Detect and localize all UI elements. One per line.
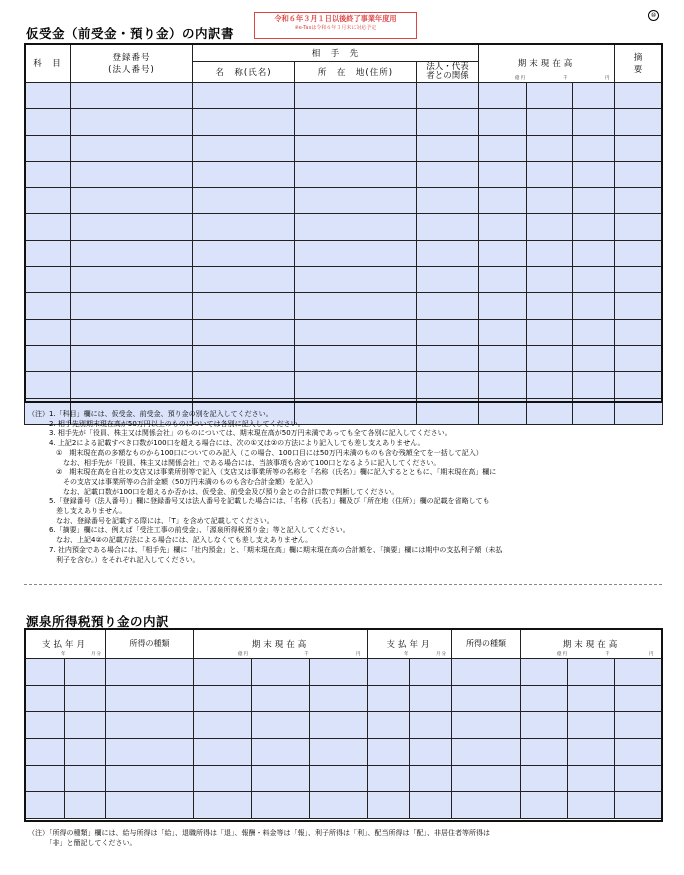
balance-en-cell[interactable] <box>615 685 663 712</box>
note-line: なお、相手先が「役員、株主又は関係会社」である場合には、当該事項も含めて100口となるように記入してください。 <box>28 458 441 467</box>
notes-section-1 <box>28 410 502 565</box>
t2-header-balance-right <box>521 629 663 659</box>
table-row <box>25 293 663 319</box>
name-cell[interactable] <box>193 83 295 109</box>
address-cell[interactable] <box>295 293 417 319</box>
balance-en-cell[interactable] <box>573 109 615 135</box>
t2-unit-sen-right: 千 <box>605 652 611 657</box>
month-cell[interactable] <box>410 765 452 792</box>
balance-en-cell[interactable] <box>310 792 368 819</box>
balance-sen-cell[interactable] <box>527 109 573 135</box>
regno-cell[interactable] <box>71 161 193 187</box>
table-row <box>25 345 663 371</box>
month-cell[interactable] <box>410 739 452 766</box>
header-remarks-line2: 要 <box>633 65 644 75</box>
header-partner-label: 相 手 先 <box>311 48 360 59</box>
balance-sen-cell[interactable] <box>527 135 573 161</box>
remarks-cell[interactable] <box>615 161 663 187</box>
table-row <box>25 372 663 398</box>
address-cell[interactable] <box>295 240 417 266</box>
balance-en-cell[interactable] <box>615 659 663 686</box>
year-cell[interactable] <box>368 792 410 819</box>
balance-en-cell[interactable] <box>573 345 615 371</box>
year-cell[interactable] <box>25 792 65 819</box>
balance-oku-cell[interactable] <box>479 109 527 135</box>
balance-oku-cell[interactable] <box>194 659 252 686</box>
balance-oku-cell[interactable] <box>479 161 527 187</box>
year-cell[interactable] <box>368 712 410 739</box>
note-line: ① 期末現在高の多額なものから100口についてのみ記入（この場合、100口目には50万円未満のものも含む残額全てを一括して記入） <box>28 448 483 457</box>
month-cell[interactable] <box>65 712 106 739</box>
relation-cell[interactable] <box>417 372 479 398</box>
regno-cell[interactable] <box>71 109 193 135</box>
withholding-tax-table <box>24 628 663 819</box>
section-divider <box>24 584 662 585</box>
t2-header-income-type-left <box>106 629 194 659</box>
table-row <box>25 659 663 686</box>
header-kamoku <box>25 44 71 83</box>
table-row <box>25 214 663 240</box>
balance-en-cell[interactable] <box>310 685 368 712</box>
t2-income-type-label-right: 所得の種類 <box>466 639 507 648</box>
t2-pay-ym-label-right: 支払年月 <box>386 639 433 650</box>
relation-cell[interactable] <box>417 214 479 240</box>
relation-cell[interactable] <box>417 109 479 135</box>
name-cell[interactable] <box>193 135 295 161</box>
relation-cell[interactable] <box>417 188 479 214</box>
income-type-cell[interactable] <box>106 739 194 766</box>
relation-cell[interactable] <box>417 161 479 187</box>
regno-cell[interactable] <box>71 319 193 345</box>
balance-oku-cell[interactable] <box>521 685 568 712</box>
t2-income-type-label-left: 所得の種類 <box>129 639 170 648</box>
year-cell[interactable] <box>368 685 410 712</box>
balance-sen-cell[interactable] <box>527 188 573 214</box>
balance-sen-cell[interactable] <box>527 398 573 424</box>
address-cell[interactable] <box>295 83 417 109</box>
header-balance <box>479 44 615 83</box>
header-remarks-line1: 摘 <box>633 53 644 63</box>
regno-cell[interactable] <box>71 83 193 109</box>
balance-en-cell[interactable] <box>573 319 615 345</box>
balance-sen-cell[interactable] <box>527 161 573 187</box>
table-row <box>25 188 663 214</box>
header-name <box>193 62 295 83</box>
kamoku-cell[interactable] <box>25 83 71 109</box>
balance-sen-cell[interactable] <box>527 293 573 319</box>
remarks-cell[interactable] <box>615 240 663 266</box>
balance-en-cell[interactable] <box>573 293 615 319</box>
table-row <box>25 267 663 293</box>
temporary-receipts-table <box>24 43 663 425</box>
note-line: 3. 相手先が「役員、株主又は関係会社」のものについては、期末現在高が50万円未満であっても全て各別に記入してください。 <box>28 429 452 438</box>
balance-en-cell[interactable] <box>573 188 615 214</box>
remarks-cell[interactable] <box>615 188 663 214</box>
header-address <box>295 62 417 83</box>
name-cell[interactable] <box>193 319 295 345</box>
table-row <box>25 712 663 739</box>
note-line: 4. 上記2による記載すべき口数が100口を超える場合には、次の①又は②の方法により記入しても差し支えありません。 <box>28 439 425 448</box>
regno-cell[interactable] <box>71 135 193 161</box>
income-type-cell[interactable] <box>452 739 521 766</box>
table-row <box>25 319 663 345</box>
note-line: その支店又は事業所等の合計金額（50万円未満のものも含む合計金額）を記入） <box>28 477 317 486</box>
remarks-cell[interactable] <box>615 319 663 345</box>
balance-sen-cell[interactable] <box>568 765 615 792</box>
name-cell[interactable] <box>193 214 295 240</box>
regno-cell[interactable] <box>71 345 193 371</box>
table-row <box>25 109 663 135</box>
table-row <box>25 739 663 766</box>
income-type-cell[interactable] <box>452 659 521 686</box>
regno-cell[interactable] <box>71 214 193 240</box>
balance-sen-cell[interactable] <box>568 659 615 686</box>
t2-header-pay-ym-right <box>368 629 452 659</box>
balance-en-cell[interactable] <box>573 214 615 240</box>
header-partner <box>193 44 479 62</box>
balance-oku-cell[interactable] <box>479 83 527 109</box>
balance-sen-cell[interactable] <box>527 372 573 398</box>
table-row <box>25 685 663 712</box>
stamp-line2: ※e-Taxは令和６年３月末に対応予定 <box>294 25 377 31</box>
header-relation <box>417 62 479 83</box>
t2-unit-sen-left: 千 <box>304 652 310 657</box>
year-cell[interactable] <box>368 739 410 766</box>
address-cell[interactable] <box>295 345 417 371</box>
note-line: （注）「所得の種類」欄には、給与所得は「給」、退職所得は「退」、報酬・料金等は「報」、利子所得は「利」、配当所得は「配」、非居住者等所得は <box>28 829 490 837</box>
income-type-cell[interactable] <box>106 765 194 792</box>
income-type-cell[interactable] <box>452 765 521 792</box>
income-type-cell[interactable] <box>106 712 194 739</box>
balance-en-cell[interactable] <box>615 792 663 819</box>
income-type-cell[interactable] <box>106 685 194 712</box>
month-cell[interactable] <box>65 659 106 686</box>
balance-oku-cell[interactable] <box>521 712 568 739</box>
balance-sen-cell[interactable] <box>252 685 310 712</box>
relation-cell[interactable] <box>417 135 479 161</box>
balance-oku-cell[interactable] <box>194 685 252 712</box>
relation-cell[interactable] <box>417 345 479 371</box>
month-cell[interactable] <box>65 685 106 712</box>
month-cell[interactable] <box>410 712 452 739</box>
kamoku-cell[interactable] <box>25 109 71 135</box>
kamoku-cell[interactable] <box>25 267 71 293</box>
name-cell[interactable] <box>193 109 295 135</box>
note-line: 利子を含む。）をそれぞれ記入してください。 <box>28 555 200 564</box>
remarks-cell[interactable] <box>615 109 663 135</box>
month-cell[interactable] <box>410 659 452 686</box>
remarks-cell[interactable] <box>615 372 663 398</box>
remarks-cell[interactable] <box>615 345 663 371</box>
header-remarks <box>615 44 663 83</box>
t2-header-balance-left <box>194 629 368 659</box>
header-name-label: 名 称(氏名) <box>215 68 272 78</box>
balance-oku-cell[interactable] <box>194 792 252 819</box>
t2-pay-ym-label-left: 支払年月 <box>42 639 89 650</box>
balance-en-cell[interactable] <box>310 712 368 739</box>
page-title: 仮受金（前受金・預り金）の内訳書 <box>26 26 235 41</box>
address-cell[interactable] <box>295 135 417 161</box>
balance-en-cell[interactable] <box>310 739 368 766</box>
name-cell[interactable] <box>193 240 295 266</box>
remarks-cell[interactable] <box>615 214 663 240</box>
year-cell[interactable] <box>25 712 65 739</box>
note-line: （注）1.「科目」欄には、仮受金、前受金、預り金の別を記入してください。 <box>28 410 273 418</box>
balance-sen-cell[interactable] <box>527 345 573 371</box>
address-cell[interactable] <box>295 161 417 187</box>
year-cell[interactable] <box>25 739 65 766</box>
unit-en: 円 <box>605 76 611 81</box>
t2-balance-label-left: 期末現在高 <box>251 639 310 650</box>
name-cell[interactable] <box>193 372 295 398</box>
header-relation-line2: 者との関係 <box>426 71 469 81</box>
balance-sen-cell[interactable] <box>527 214 573 240</box>
table-row <box>25 161 663 187</box>
kamoku-cell[interactable] <box>25 240 71 266</box>
kamoku-cell[interactable] <box>25 372 71 398</box>
header-address-label: 所 在 地(住所) <box>317 68 394 78</box>
regno-cell[interactable] <box>71 372 193 398</box>
balance-en-cell[interactable] <box>573 267 615 293</box>
regno-cell[interactable] <box>71 240 193 266</box>
balance-oku-cell[interactable] <box>479 135 527 161</box>
t2-unit-en-right: 円 <box>649 652 655 657</box>
address-cell[interactable] <box>295 109 417 135</box>
balance-en-cell[interactable] <box>573 398 615 424</box>
withholding-tax-title: 源泉所得税預り金の内訳 <box>26 614 170 629</box>
year-cell[interactable] <box>25 765 65 792</box>
kamoku-cell[interactable] <box>25 319 71 345</box>
balance-sen-cell[interactable] <box>527 267 573 293</box>
balance-oku-cell[interactable] <box>521 765 568 792</box>
header-regno-line1: 登録番号 <box>112 53 151 63</box>
month-cell[interactable] <box>410 792 452 819</box>
header-regno-line2: (法人番号) <box>108 65 155 75</box>
balance-oku-cell[interactable] <box>194 739 252 766</box>
note-line: なお、記載口数が100口を超えるか否かは、仮受金、前受金及び預り金との合計口数で判断してください。 <box>28 487 399 496</box>
note-line: 7. 社内預金である場合には、「相手先」欄に「社内預金」と、「期末現在高」欄に期末現在高の合計額を、「摘要」欄には期中の支払利子額（未払 <box>28 545 503 554</box>
balance-en-cell[interactable] <box>310 765 368 792</box>
address-cell[interactable] <box>295 188 417 214</box>
balance-en-cell[interactable] <box>573 240 615 266</box>
kamoku-cell[interactable] <box>25 161 71 187</box>
balance-en-cell[interactable] <box>573 161 615 187</box>
unit-oku: 億円 <box>515 76 526 81</box>
remarks-cell[interactable] <box>615 267 663 293</box>
t2-unit-month-left: 月分 <box>91 652 102 657</box>
relation-cell[interactable] <box>417 267 479 293</box>
t2-unit-oku-right: 億円 <box>557 652 569 657</box>
address-cell[interactable] <box>295 214 417 240</box>
balance-oku-cell[interactable] <box>521 792 568 819</box>
income-type-cell[interactable] <box>452 712 521 739</box>
name-cell[interactable] <box>193 345 295 371</box>
t2-unit-month-right: 月分 <box>436 652 448 657</box>
income-type-cell[interactable] <box>452 685 521 712</box>
header-kamoku-label: 科 目 <box>33 59 62 69</box>
balance-en-cell[interactable] <box>615 765 663 792</box>
note-line: ② 期末現在高を自社の支店又は事業所別等で記入（支店又は事業所等の名称を「名称（氏名）」欄に記入するとともに、「期末現在高」欄に <box>28 468 497 477</box>
address-cell[interactable] <box>295 372 417 398</box>
table-row <box>25 135 663 161</box>
relation-cell[interactable] <box>417 83 479 109</box>
balance-oku-cell[interactable] <box>479 240 527 266</box>
relation-cell[interactable] <box>417 319 479 345</box>
balance-sen-cell[interactable] <box>252 739 310 766</box>
t2-header-income-type-right <box>452 629 521 659</box>
balance-en-cell[interactable] <box>573 83 615 109</box>
kamoku-cell[interactable] <box>25 135 71 161</box>
balance-sen-cell[interactable] <box>568 712 615 739</box>
balance-en-cell[interactable] <box>615 712 663 739</box>
balance-oku-cell[interactable] <box>479 293 527 319</box>
balance-oku-cell[interactable] <box>194 765 252 792</box>
kamoku-cell[interactable] <box>25 188 71 214</box>
notes-section-2 <box>28 829 490 848</box>
table-row <box>25 765 663 792</box>
remarks-cell[interactable] <box>615 83 663 109</box>
year-cell[interactable] <box>25 685 65 712</box>
balance-sen-cell[interactable] <box>527 319 573 345</box>
note-line: 差し支えありません。 <box>28 507 127 516</box>
stamp-line1: 令和６年３月１日以後終了事業年度用 <box>274 14 397 23</box>
note-line: 6.「摘要」欄には、例えば「受注工事の前受金」、「源泉所得税預り金」等と記入してください。 <box>28 526 350 535</box>
balance-sen-cell[interactable] <box>252 712 310 739</box>
regno-cell[interactable] <box>71 188 193 214</box>
balance-sen-cell[interactable] <box>252 659 310 686</box>
t2-unit-oku-left: 億円 <box>238 652 250 657</box>
table-row <box>25 240 663 266</box>
year-cell[interactable] <box>368 765 410 792</box>
balance-oku-cell[interactable] <box>479 372 527 398</box>
balance-oku-cell[interactable] <box>479 319 527 345</box>
table-row <box>25 792 663 819</box>
note-line: 2. 相手先別期末現在高が50万円以上のものについては各別に記入してください。 <box>28 419 305 428</box>
balance-oku-cell[interactable] <box>479 345 527 371</box>
balance-sen-cell[interactable] <box>568 792 615 819</box>
header-balance-label: 期末現在高 <box>517 59 576 69</box>
month-cell[interactable] <box>65 792 106 819</box>
header-relation-line1: 法人・代表 <box>426 62 469 72</box>
kamoku-cell[interactable] <box>25 345 71 371</box>
income-type-cell[interactable] <box>106 659 194 686</box>
remarks-cell[interactable] <box>615 293 663 319</box>
month-cell[interactable] <box>65 765 106 792</box>
note-line: 5.「登録番号（法人番号）」欄に登録番号又は法人番号を記載した場合には、「名称（氏名）」欄及び「所在地（住所）」欄の記載を省略しても <box>28 497 490 506</box>
balance-en-cell[interactable] <box>573 135 615 161</box>
kamoku-cell[interactable] <box>25 214 71 240</box>
name-cell[interactable] <box>193 267 295 293</box>
balance-sen-cell[interactable] <box>568 685 615 712</box>
regno-cell[interactable] <box>71 267 193 293</box>
relation-cell[interactable] <box>417 240 479 266</box>
balance-en-cell[interactable] <box>310 659 368 686</box>
regno-cell[interactable] <box>71 293 193 319</box>
name-cell[interactable] <box>193 293 295 319</box>
balance-sen-cell[interactable] <box>252 765 310 792</box>
balance-oku-cell[interactable] <box>521 659 568 686</box>
unit-sen: 千 <box>563 76 569 81</box>
note-line: なお、登録番号を記載する際には、「T」を含めて記載してください。 <box>28 516 274 525</box>
t2-balance-label-right: 期末現在高 <box>562 639 621 650</box>
balance-oku-cell[interactable] <box>479 188 527 214</box>
address-cell[interactable] <box>295 319 417 345</box>
balance-oku-cell[interactable] <box>194 712 252 739</box>
month-cell[interactable] <box>410 685 452 712</box>
kamoku-cell[interactable] <box>25 293 71 319</box>
name-cell[interactable] <box>193 161 295 187</box>
name-cell[interactable] <box>193 188 295 214</box>
remarks-cell[interactable] <box>615 398 663 424</box>
address-cell[interactable] <box>295 267 417 293</box>
balance-oku-cell[interactable] <box>479 214 527 240</box>
balance-en-cell[interactable] <box>615 739 663 766</box>
header-registration-number <box>71 44 193 83</box>
income-type-cell[interactable] <box>452 792 521 819</box>
balance-oku-cell[interactable] <box>521 739 568 766</box>
note-line: なお、上記4②の記載方法による場合には、記入しなくても差し支えありません。 <box>28 536 313 545</box>
balance-en-cell[interactable] <box>573 372 615 398</box>
t2-unit-year-right: 年 <box>404 652 410 657</box>
balance-sen-cell[interactable] <box>527 240 573 266</box>
year-cell[interactable] <box>368 659 410 686</box>
table-row <box>25 83 663 109</box>
remarks-cell[interactable] <box>615 135 663 161</box>
balance-sen-cell[interactable] <box>568 739 615 766</box>
relation-cell[interactable] <box>417 293 479 319</box>
form-number-mark: ⑩ <box>648 10 659 21</box>
t2-header-pay-ym-left <box>25 629 106 659</box>
balance-oku-cell[interactable] <box>479 267 527 293</box>
year-cell[interactable] <box>25 659 65 686</box>
income-type-cell[interactable] <box>106 792 194 819</box>
balance-sen-cell[interactable] <box>527 83 573 109</box>
balance-sen-cell[interactable] <box>252 792 310 819</box>
t2-unit-year-left: 年 <box>61 652 67 657</box>
note-line: 「非」と簡記してください。 <box>28 838 137 847</box>
month-cell[interactable] <box>65 739 106 766</box>
period-notice-stamp <box>254 12 417 39</box>
t2-unit-en-left: 円 <box>356 652 362 657</box>
